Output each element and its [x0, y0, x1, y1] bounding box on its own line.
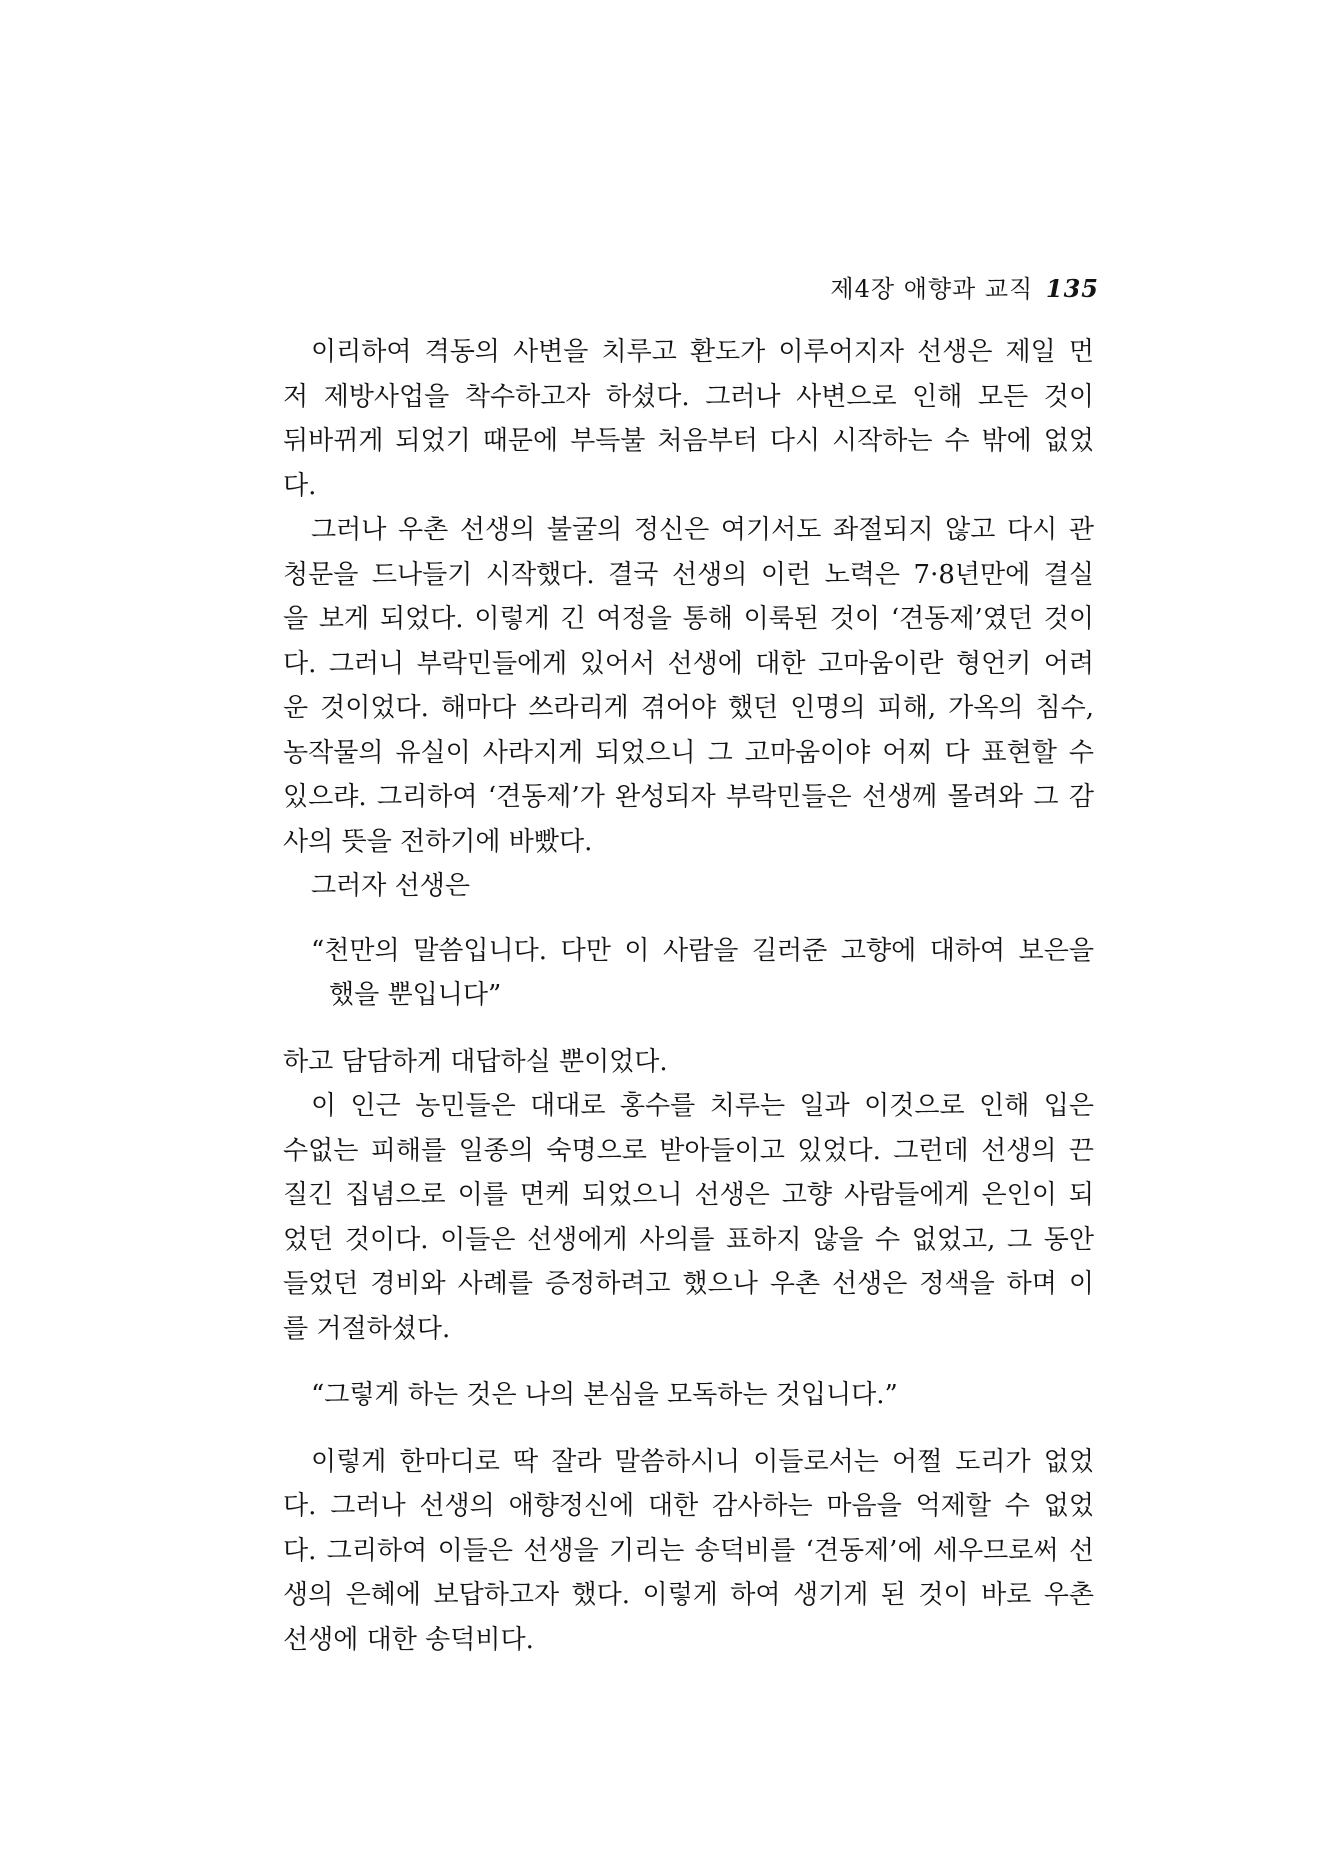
- text-line: 다. 그러니 부락민들에게 있어서 선생에 대한 고마움이란 형언키 어려: [283, 648, 1094, 679]
- spacer: [283, 1351, 1094, 1373]
- spacer: [283, 909, 1094, 929]
- paragraph: [283, 1440, 1094, 1663]
- text-line: 하고 담담하게 대답하실 뿐이었다.: [283, 1046, 668, 1077]
- text-line: 다. 그리하여 이들은 선생을 기리는 송덕비를 ‘견동제’에 세우므로써 선: [283, 1535, 1094, 1566]
- text-line: 생의 은혜에 보답하고자 했다. 이렇게 하여 생기게 된 것이 바로 우촌: [283, 1580, 1094, 1610]
- text-line: 를 거절하셨다.: [283, 1313, 451, 1344]
- text-line: 이 인근 농민들은 대대로 홍수를 치루는 일과 이것으로 인해 입은: [311, 1091, 1094, 1121]
- text-line: 그러나 우촌 선생의 불굴의 정신은 여기서도 좌절되지 않고 다시 관: [311, 515, 1094, 545]
- text-line: 농작물의 유실이 사라지게 되었으니 그 고마움이야 어찌 다 표현할 수: [283, 737, 1094, 768]
- text-line: 다.: [283, 470, 317, 501]
- body-text: [283, 330, 1094, 1662]
- text-line: 청문을 드나들기 시작했다. 결국 선생의 이런 노력은 7·8년만에 결실: [283, 559, 1094, 590]
- block-quote: [283, 929, 1094, 1018]
- page-number: 135: [1045, 274, 1099, 303]
- text-line: 사의 뜻을 전하기에 바빴다.: [283, 826, 593, 857]
- quote-line: 했을 뿐입니다”: [329, 980, 502, 1010]
- text-line: 들었던 경비와 사례를 증정하려고 했으나 우촌 선생은 정색을 하며 이: [283, 1269, 1094, 1299]
- paragraph: [283, 1040, 1094, 1085]
- paragraph: [283, 508, 1094, 864]
- block-quote: [283, 1373, 1094, 1418]
- paragraph: [283, 864, 1094, 909]
- text-line: 운 것이었다. 해마다 쓰라리게 겪어야 했던 인명의 피해, 가옥의 침수,: [283, 693, 1094, 723]
- spacer: [283, 1418, 1094, 1440]
- text-line: 선생에 대한 송덕비다.: [283, 1624, 534, 1655]
- quote-line: “그렇게 하는 것은 나의 본심을 모독하는 것입니다.”: [311, 1380, 898, 1410]
- text-line: 었던 것이다. 이들은 선생에게 사의를 표하지 않을 수 없었고, 그 동안: [283, 1224, 1094, 1255]
- text-line: 뒤바뀌게 되었기 때문에 부득불 처음부터 다시 시작하는 수 밖에 없었: [283, 426, 1094, 456]
- text-line: 다. 그러나 선생의 애향정신에 대한 감사하는 마음을 억제할 수 없었: [283, 1491, 1094, 1521]
- quote-line: “천만의 말씀입니다. 다만 이 사람을 길러준 고향에 대하여 보은을: [311, 935, 1094, 966]
- text-line: 저 제방사업을 착수하고자 하셨다. 그러나 사변으로 인해 모든 것이: [283, 381, 1094, 412]
- text-line: 이리하여 격동의 사변을 치루고 환도가 이루어지자 선생은 제일 먼: [311, 337, 1094, 367]
- spacer: [283, 1018, 1094, 1040]
- text-line: 그러자 선생은: [311, 871, 470, 901]
- text-line: 질긴 집념으로 이를 면케 되었으니 선생은 고향 사람들에게 은인이 되: [283, 1180, 1094, 1210]
- paragraph: [283, 330, 1094, 508]
- text-line: 을 보게 되었다. 이렇게 긴 여정을 통해 이룩된 것이 ‘견동제’였던 것이: [283, 604, 1094, 634]
- paragraph: [283, 1084, 1094, 1351]
- text-line: 이렇게 한마디로 딱 잘라 말씀하시니 이들로서는 어쩔 도리가 없었: [311, 1446, 1094, 1477]
- running-header: [830, 273, 1099, 305]
- chapter-title: 제4장 애향과 교직: [830, 275, 1034, 303]
- text-line: 있으랴. 그리하여 ‘견동제’가 완성되자 부락민들은 선생께 몰려와 그 감: [283, 782, 1094, 812]
- text-line: 수없는 피해를 일종의 숙명으로 받아들이고 있었다. 그런데 선생의 끈: [283, 1135, 1094, 1166]
